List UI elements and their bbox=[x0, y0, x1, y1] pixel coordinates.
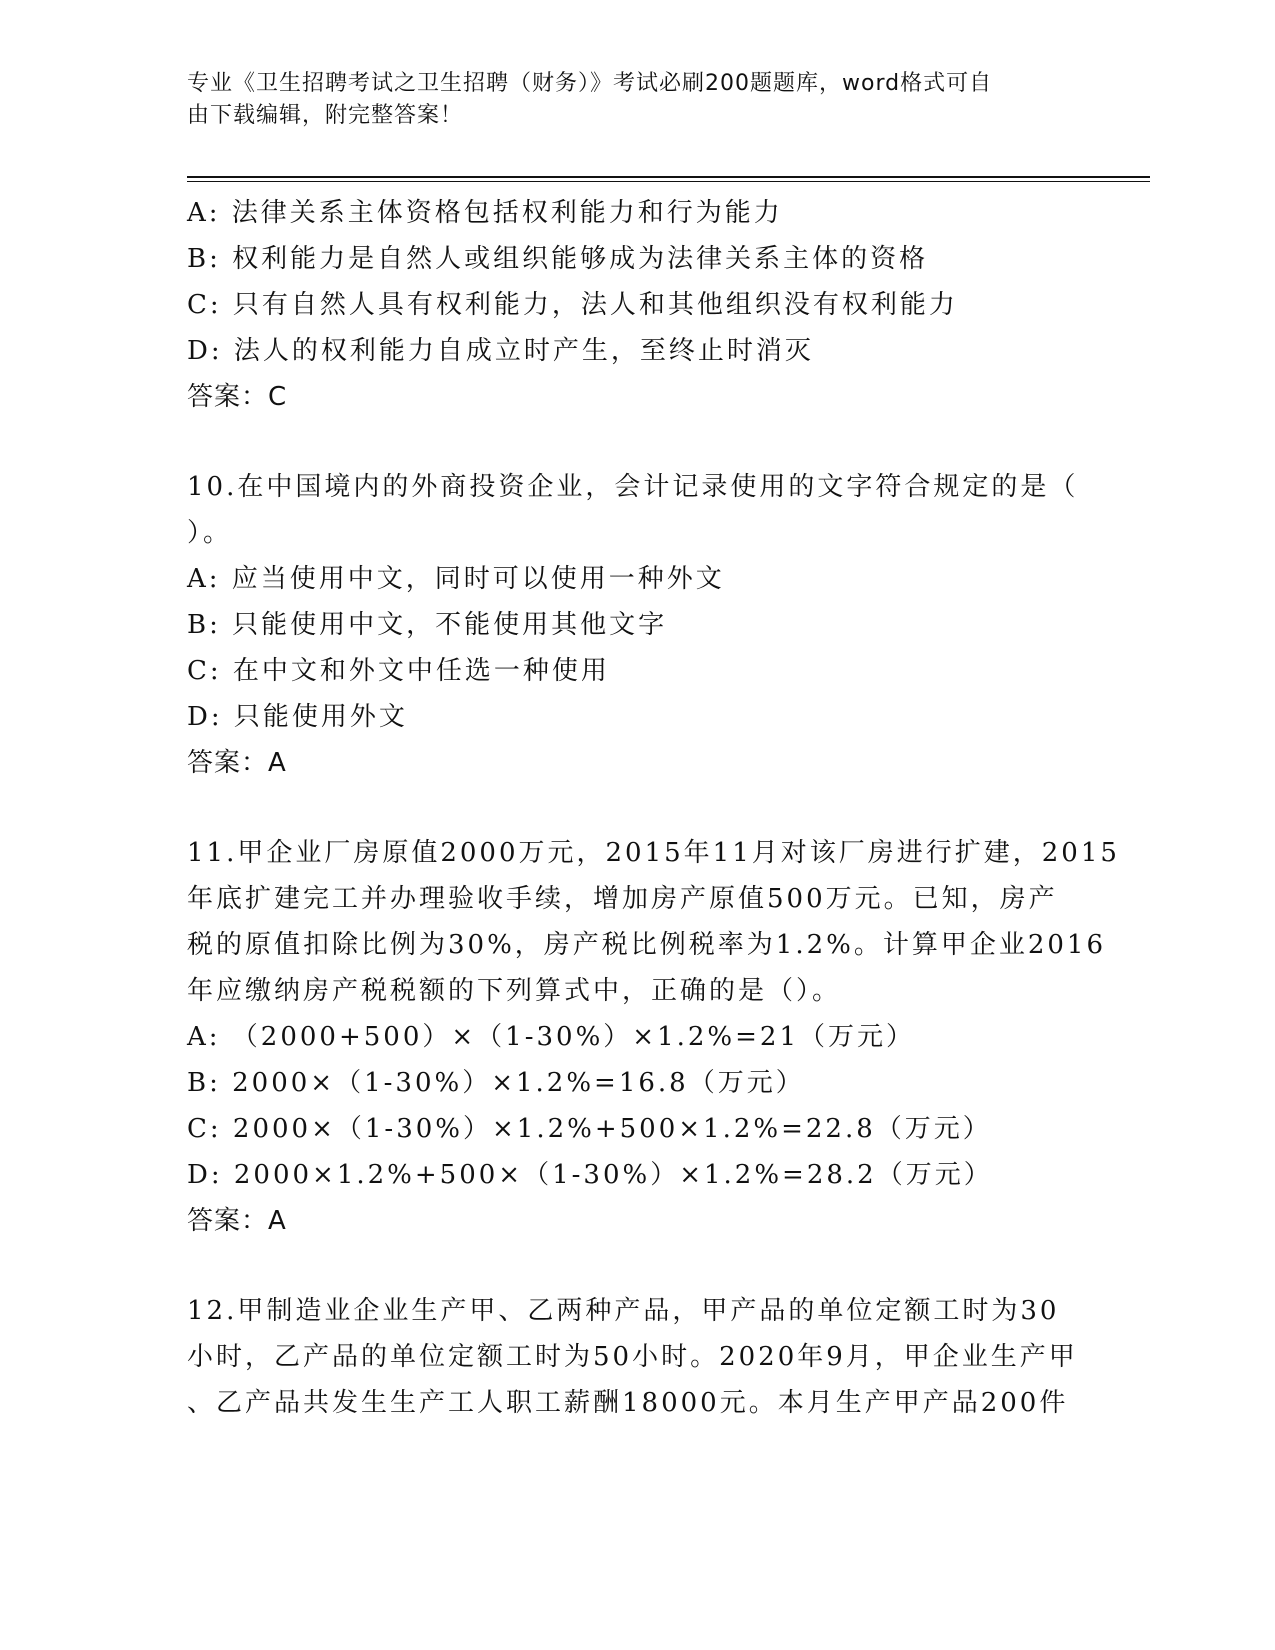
option-b: B: 只能使用中文，不能使用其他文字 bbox=[187, 610, 668, 640]
option-b: B: 权利能力是自然人或组织能够成为法律关系主体的资格 bbox=[187, 244, 929, 274]
question-stem-line: 小时，乙产品的单位定额工时为50小时。2020年9月，甲企业生产甲 bbox=[187, 1342, 1078, 1372]
option-a: A: （2000+500）×（1-30%）×1.2%=21（万元） bbox=[187, 1022, 915, 1052]
option-b: B: 2000×（1-30%）×1.2%=16.8（万元） bbox=[187, 1068, 805, 1098]
option-d: D: 2000×1.2%+500×（1-30%）×1.2%=28.2（万元） bbox=[187, 1160, 993, 1190]
question-stem-line: 年应缴纳房产税税额的下列算式中，正确的是（）。 bbox=[187, 976, 842, 1006]
option-d: D: 法人的权利能力自成立时产生，至终止时消灭 bbox=[187, 336, 814, 366]
document-header bbox=[187, 68, 1087, 132]
header-line-1: 专业《卫生招聘考试之卫生招聘（财务）》考试必刷200题题库，word格式可自 bbox=[187, 71, 993, 96]
option-a: A: 法律关系主体资格包括权利能力和行为能力 bbox=[187, 198, 783, 228]
spacer bbox=[187, 786, 1087, 830]
question-stem-line: 12.甲制造业企业生产甲、乙两种产品，甲产品的单位定额工时为30 bbox=[187, 1296, 1060, 1326]
answer: 答案：A bbox=[187, 748, 287, 778]
option-c: C: 在中文和外文中任选一种使用 bbox=[187, 656, 610, 686]
answer: 答案：C bbox=[187, 382, 288, 412]
option-c: C: 2000×（1-30%）×1.2%+500×1.2%=22.8（万元） bbox=[187, 1114, 992, 1144]
question-stem-line: 10.在中国境内的外商投资企业，会计记录使用的文字符合规定的是（ bbox=[187, 472, 1079, 502]
question-12 bbox=[187, 1288, 1087, 1426]
question-stem-line: ）。 bbox=[187, 518, 233, 548]
header-divider-thin bbox=[187, 181, 1150, 182]
question-9 bbox=[187, 190, 1087, 420]
question-content bbox=[187, 190, 1120, 1426]
question-stem-line: 年底扩建完工并办理验收手续，增加房产原值500万元。已知，房产 bbox=[187, 884, 1058, 914]
option-a: A: 应当使用中文，同时可以使用一种外文 bbox=[187, 564, 725, 594]
header-line-2: 由下载编辑，附完整答案！ bbox=[187, 103, 464, 128]
option-c: C: 只有自然人具有权利能力，法人和其他组织没有权利能力 bbox=[187, 290, 958, 320]
question-stem-line: 、乙产品共发生生产工人职工薪酬18000元。本月生产甲产品200件 bbox=[187, 1388, 1069, 1418]
header-divider-thick bbox=[187, 176, 1150, 178]
spacer bbox=[187, 1244, 1087, 1288]
question-11 bbox=[187, 830, 1120, 1244]
spacer bbox=[187, 420, 1087, 464]
answer: 答案：A bbox=[187, 1206, 287, 1236]
question-10 bbox=[187, 464, 1087, 786]
option-d: D: 只能使用外文 bbox=[187, 702, 408, 732]
question-stem-line: 11.甲企业厂房原值2000万元，2015年11月对该厂房进行扩建，2015 bbox=[187, 838, 1120, 868]
question-stem-line: 税的原值扣除比例为30%，房产税比例税率为1.2%。计算甲企业2016 bbox=[187, 930, 1107, 960]
